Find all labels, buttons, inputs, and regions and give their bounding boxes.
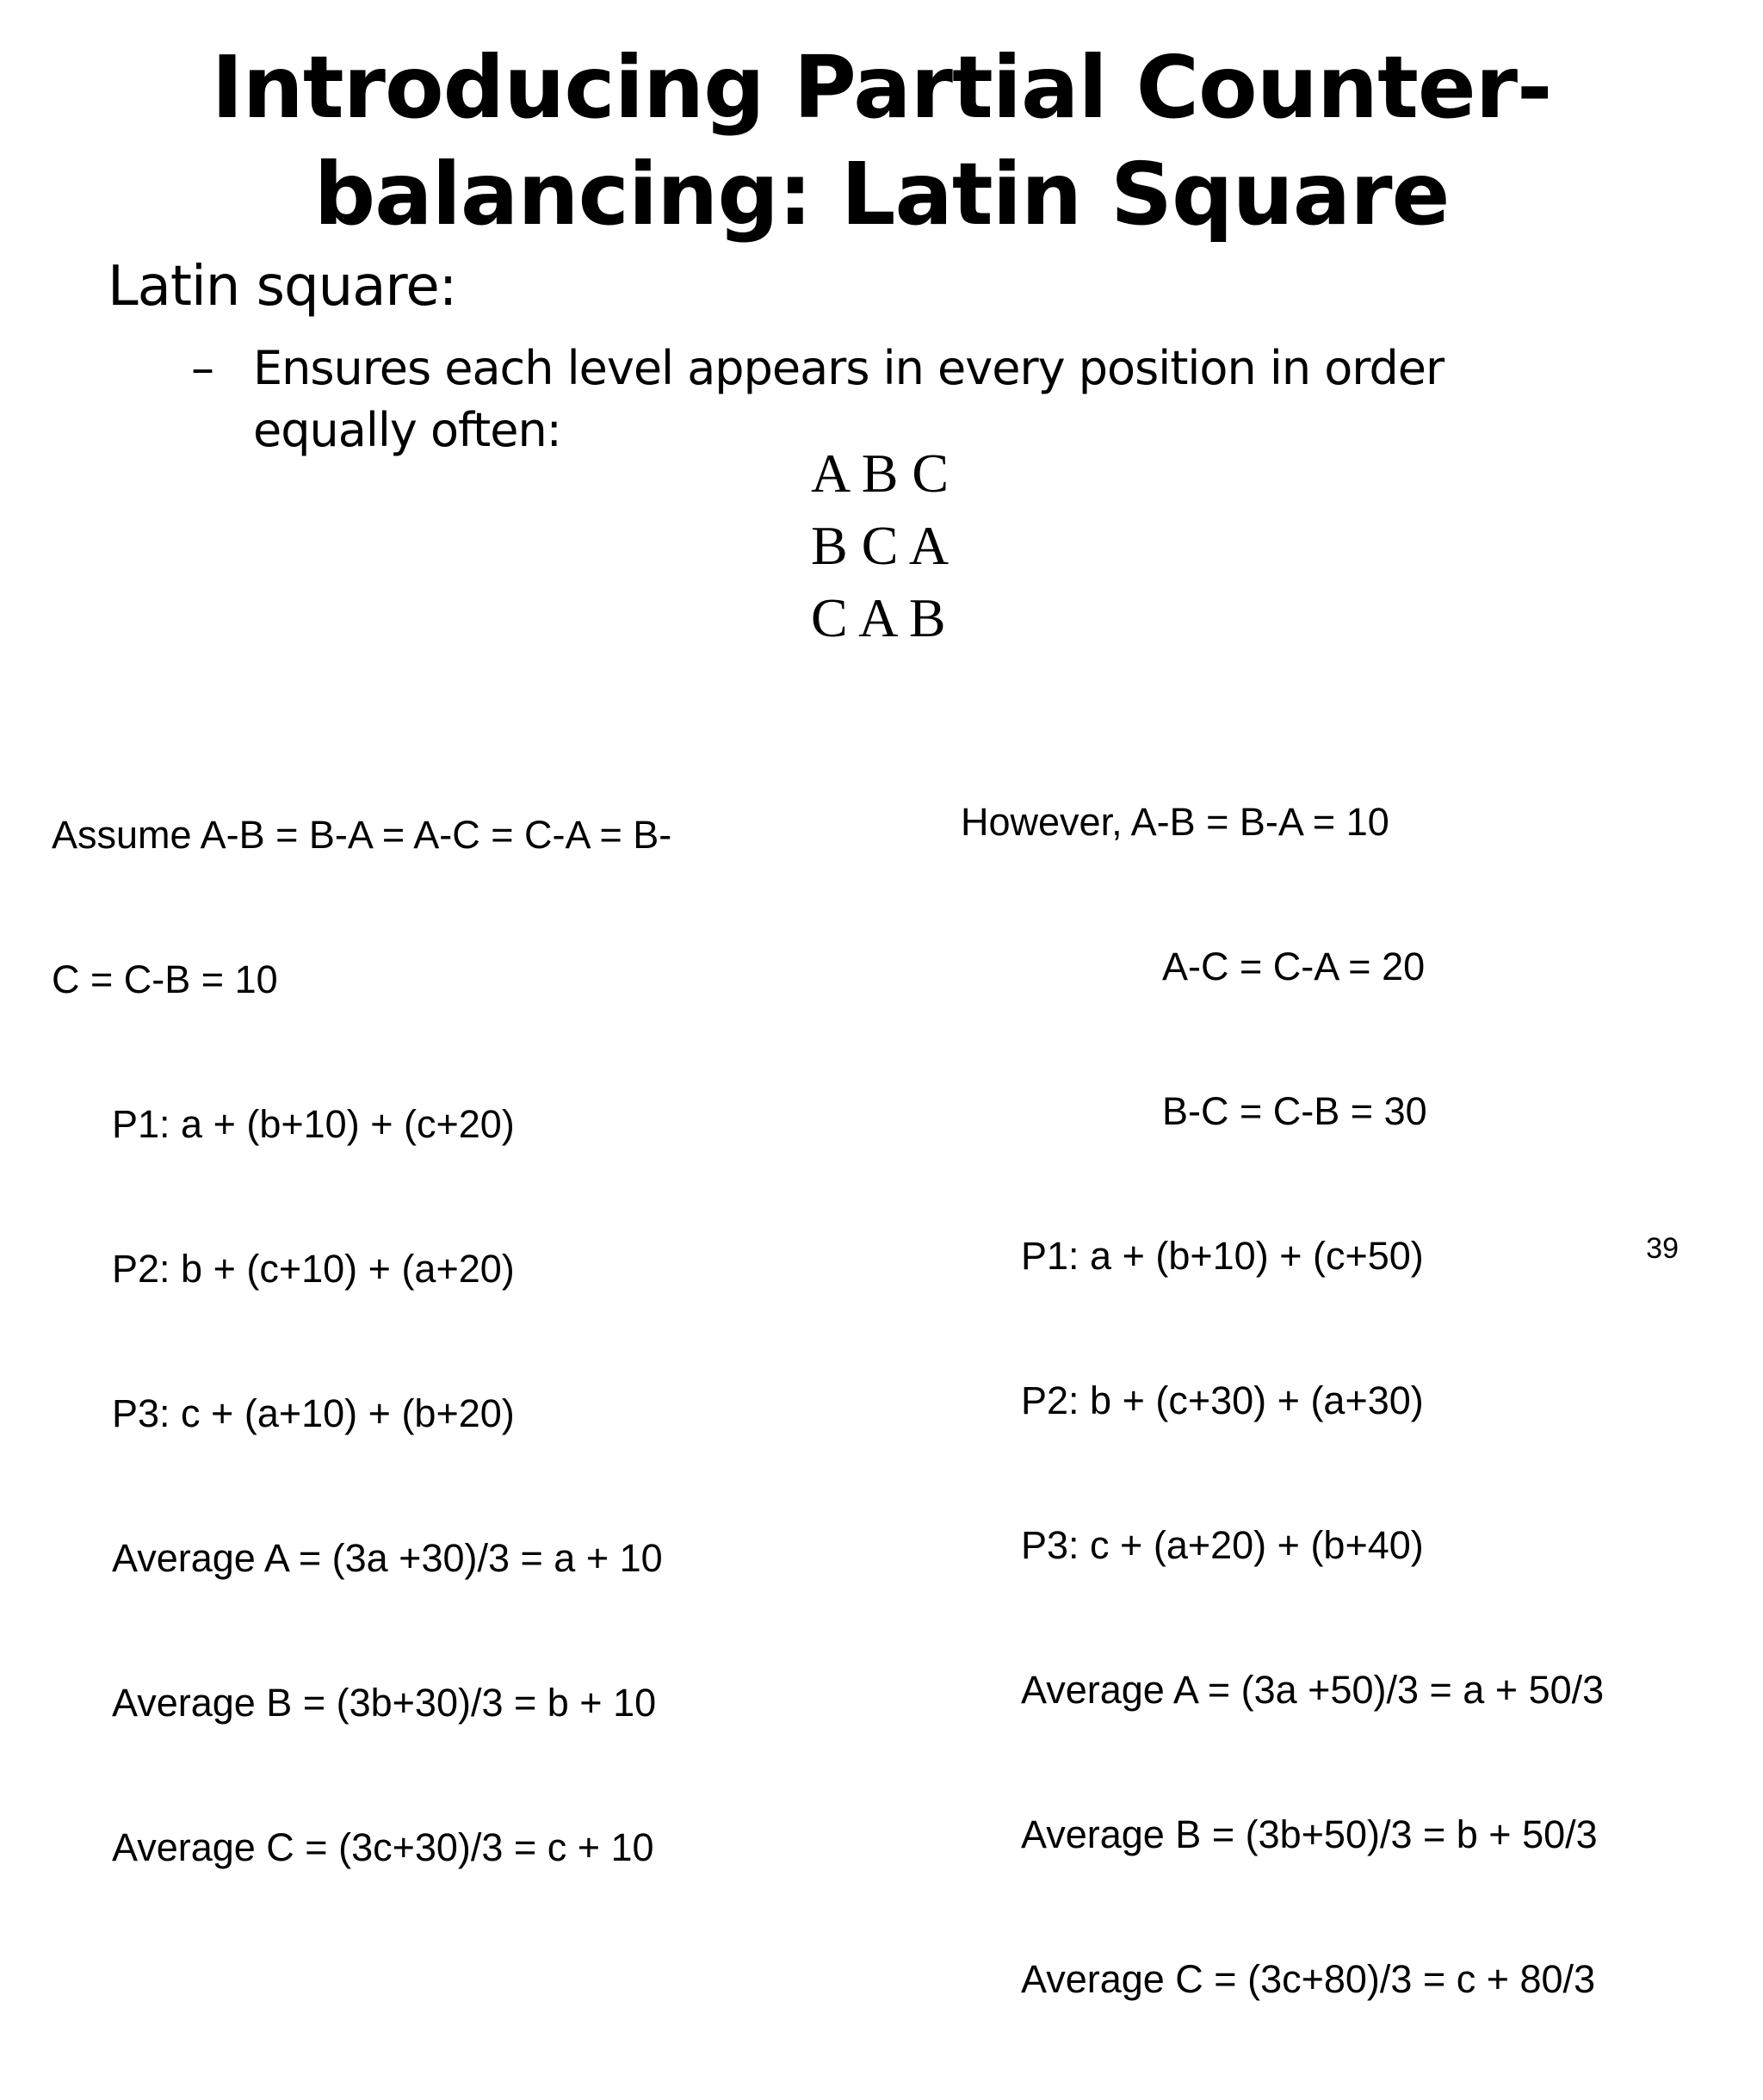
subbullet-line-1: Ensures each level appears in every position in order <box>253 341 1444 395</box>
right-p2-line: P2: b + (c+30) + (a+30) <box>1021 1378 1424 1422</box>
unequal-carryover-example <box>961 702 1604 2100</box>
latin-square-row-3: C A B <box>811 587 946 648</box>
left-average-b: Average B = (3b+30)/3 = b + 10 <box>112 1681 657 1725</box>
title-line-1: Introducing Partial Counter- <box>211 37 1552 138</box>
left-average-a: Average A = (3a +30)/3 = a + 10 <box>112 1536 663 1580</box>
right-average-a: Average A = (3a +50)/3 = a + 50/3 <box>1021 1668 1605 1712</box>
right-average-c: Average C = (3c+80)/3 = c + 80/3 <box>1021 1957 1596 2001</box>
assumption-line-1: Assume A-B = B-A = A-C = C-A = B- <box>52 813 672 857</box>
left-average-c: Average C = (3c+30)/3 = c + 10 <box>112 1825 654 1869</box>
assumption-line-2: C = C-B = 10 <box>52 957 278 1001</box>
subbullet-line-2: equally often: <box>253 403 561 457</box>
right-average-b: Average B = (3b+50)/3 = b + 50/3 <box>1021 1812 1598 1856</box>
however-line-2: A-C = C-A = 20 <box>1162 945 1426 988</box>
right-p1-line: P1: a + (b+10) + (c+50) <box>1021 1234 1424 1278</box>
subbullet-dash: – <box>191 341 213 395</box>
latin-square <box>811 437 949 654</box>
however-line-1: However, A-B = B-A = 10 <box>961 800 1389 844</box>
slide-title <box>0 34 1763 248</box>
however-line-3: B-C = C-B = 30 <box>1162 1089 1427 1133</box>
left-p3-line: P3: c + (a+10) + (b+20) <box>112 1391 515 1435</box>
latin-square-row-1: A B C <box>811 443 950 504</box>
bullet-latin-square: Latin square: <box>108 255 457 319</box>
right-p3-line: P3: c + (a+20) + (b+40) <box>1021 1523 1424 1567</box>
title-line-2: balancing: Latin Square <box>313 144 1450 245</box>
page-number: 39 <box>1646 1232 1679 1265</box>
latin-square-row-2: B C A <box>811 515 950 576</box>
left-p1-line: P1: a + (b+10) + (c+20) <box>112 1102 515 1146</box>
left-p2-line: P2: b + (c+10) + (a+20) <box>112 1247 515 1291</box>
equal-carryover-example <box>52 715 671 1968</box>
